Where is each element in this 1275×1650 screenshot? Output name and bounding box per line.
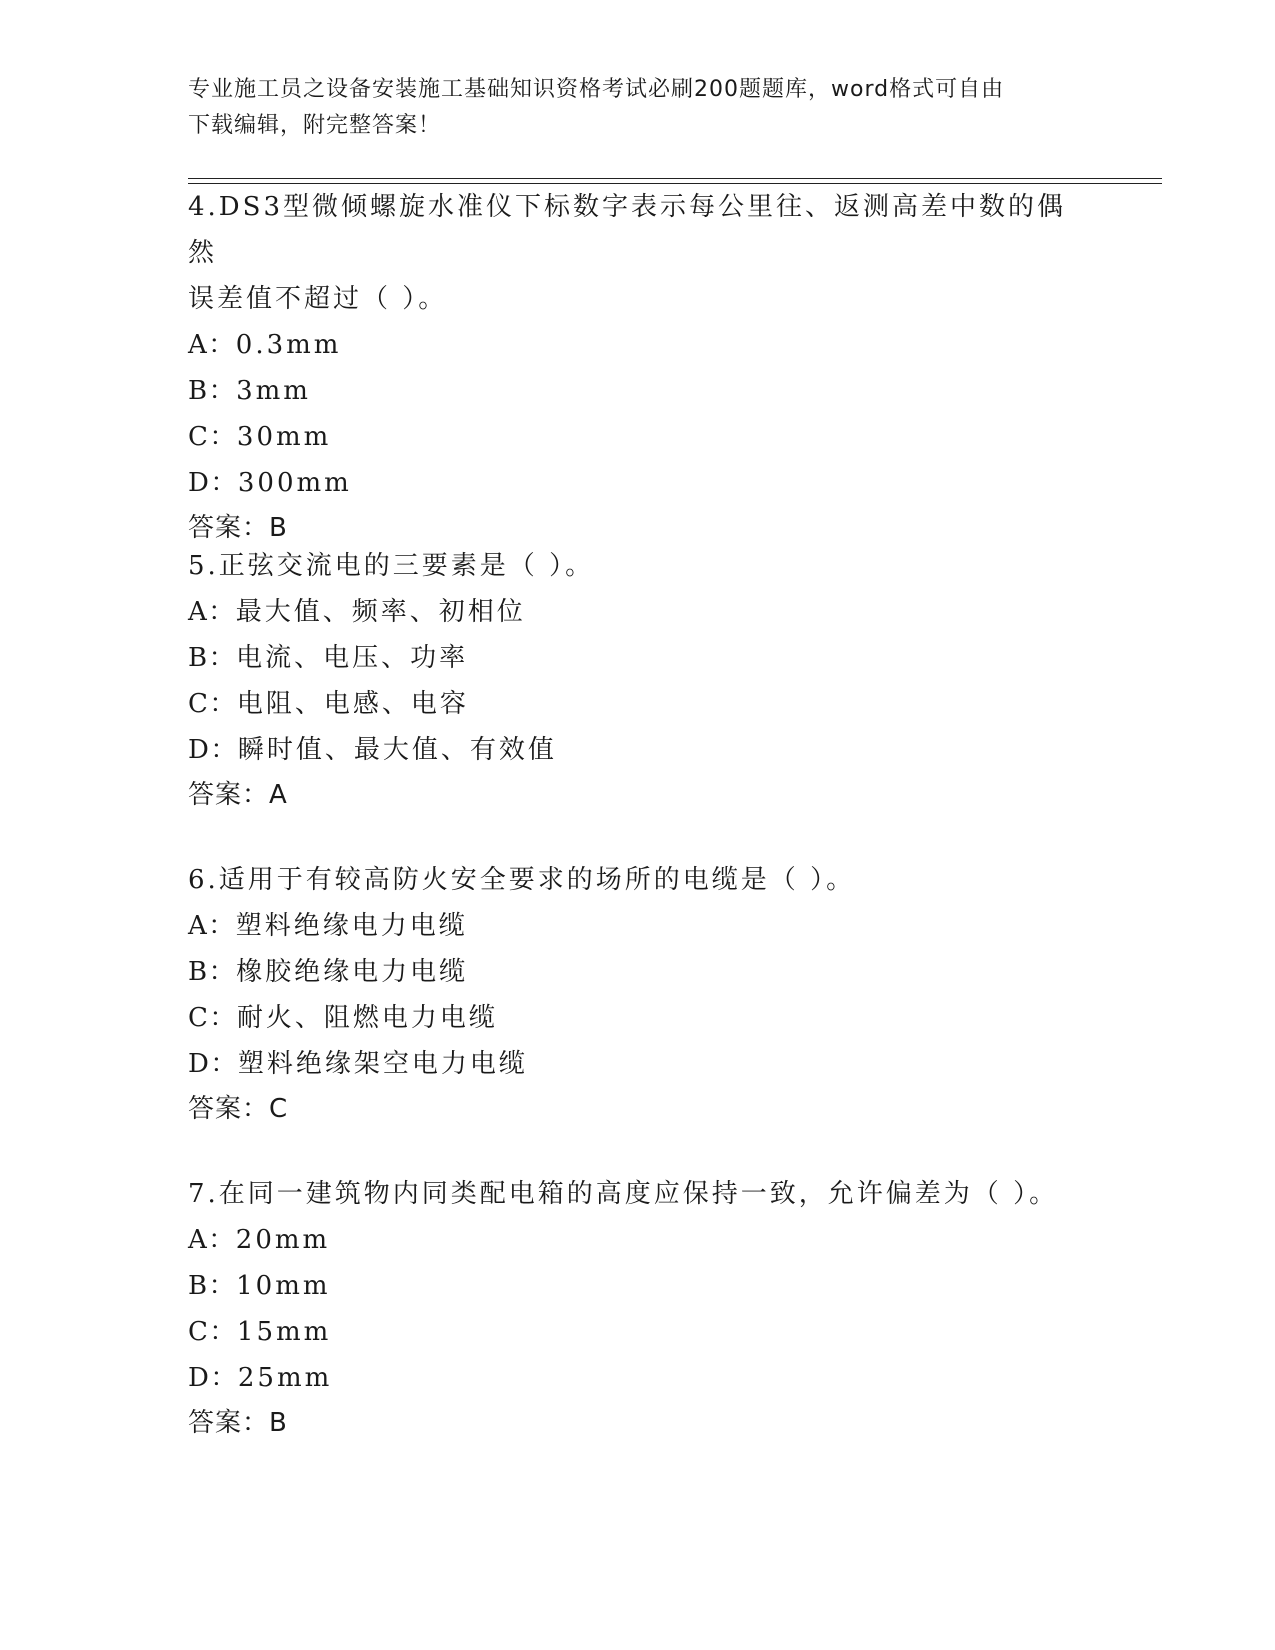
option-a bbox=[188, 903, 1088, 949]
option-key: C： bbox=[188, 689, 237, 719]
option-text: 3mm bbox=[236, 376, 311, 406]
option-a bbox=[188, 322, 1088, 368]
question-stem: 6.适用于有较高防火安全要求的场所的电缆是（ ）。 bbox=[188, 865, 856, 895]
option-b bbox=[188, 368, 1088, 414]
option-key: B： bbox=[188, 957, 237, 987]
answer-value: B bbox=[269, 1408, 288, 1438]
answer-prefix: 答案： bbox=[188, 780, 270, 810]
option-c bbox=[188, 995, 1088, 1041]
option-d bbox=[188, 460, 1088, 506]
option-text: 300mm bbox=[237, 468, 352, 498]
option-key: C： bbox=[188, 1003, 237, 1033]
option-c bbox=[188, 681, 1088, 727]
option-key: A： bbox=[188, 1225, 236, 1255]
answer-line bbox=[188, 1087, 1088, 1131]
option-b bbox=[188, 1263, 1088, 1309]
question-7 bbox=[188, 1171, 1088, 1445]
option-text: 最大值、频率、初相位 bbox=[235, 597, 526, 627]
answer-value: C bbox=[269, 1094, 289, 1124]
option-c bbox=[188, 414, 1088, 460]
option-c bbox=[188, 1309, 1088, 1355]
option-key: A： bbox=[188, 597, 236, 627]
question-6 bbox=[188, 857, 1088, 1131]
option-text: 塑料绝缘架空电力电缆 bbox=[237, 1049, 528, 1079]
question-4 bbox=[188, 184, 1088, 550]
header-line-2: 下载编辑，附完整答案！ bbox=[188, 113, 442, 138]
option-text: 30mm bbox=[236, 422, 332, 452]
option-key: C： bbox=[188, 422, 237, 452]
option-text: 橡胶绝缘电力电缆 bbox=[236, 957, 469, 987]
option-text: 0.3mm bbox=[235, 330, 342, 360]
option-text: 15mm bbox=[236, 1317, 332, 1347]
option-d bbox=[188, 1041, 1088, 1087]
answer-prefix: 答案： bbox=[188, 513, 270, 543]
option-text: 耐火、阻燃电力电缆 bbox=[236, 1003, 498, 1033]
document-header bbox=[188, 72, 1088, 144]
option-key: B： bbox=[188, 1271, 237, 1301]
question-5 bbox=[188, 543, 1088, 817]
answer-prefix: 答案： bbox=[188, 1094, 270, 1124]
option-key: A： bbox=[188, 330, 236, 360]
option-key: C： bbox=[188, 1317, 237, 1347]
option-key: D： bbox=[188, 735, 238, 765]
option-b bbox=[188, 635, 1088, 681]
question-stem: 5.正弦交流电的三要素是（ ）。 bbox=[188, 551, 595, 581]
answer-value: B bbox=[269, 513, 288, 543]
answer-prefix: 答案： bbox=[188, 1408, 270, 1438]
option-a bbox=[188, 1217, 1088, 1263]
header-line-1: 专业施工员之设备安装施工基础知识资格考试必刷200题题库，word格式可自由 bbox=[188, 77, 1005, 102]
option-key: D： bbox=[188, 1363, 238, 1393]
answer-value: A bbox=[269, 780, 288, 810]
option-key: D： bbox=[188, 468, 238, 498]
option-key: D： bbox=[188, 1049, 238, 1079]
question-stem: 4.DS3型微倾螺旋水准仪下标数字表示每公里往、返测高差中数的偶然 bbox=[188, 192, 1067, 268]
question-stem-continued: 误差值不超过（ ）。 bbox=[188, 284, 448, 314]
option-text: 25mm bbox=[237, 1363, 333, 1393]
option-key: A： bbox=[188, 911, 236, 941]
option-a bbox=[188, 589, 1088, 635]
option-text: 电阻、电感、电容 bbox=[236, 689, 469, 719]
option-d bbox=[188, 727, 1088, 773]
option-b bbox=[188, 949, 1088, 995]
option-text: 塑料绝缘电力电缆 bbox=[235, 911, 468, 941]
question-stem: 7.在同一建筑物内同类配电箱的高度应保持一致，允许偏差为（ ）。 bbox=[188, 1179, 1059, 1209]
header-divider-top bbox=[188, 178, 1162, 179]
answer-line bbox=[188, 1401, 1088, 1445]
option-d bbox=[188, 1355, 1088, 1401]
option-text: 10mm bbox=[236, 1271, 331, 1301]
option-text: 瞬时值、最大值、有效值 bbox=[237, 735, 557, 765]
option-key: B： bbox=[188, 376, 237, 406]
option-text: 20mm bbox=[235, 1225, 331, 1255]
answer-line bbox=[188, 773, 1088, 817]
option-key: B： bbox=[188, 643, 237, 673]
option-text: 电流、电压、功率 bbox=[236, 643, 469, 673]
